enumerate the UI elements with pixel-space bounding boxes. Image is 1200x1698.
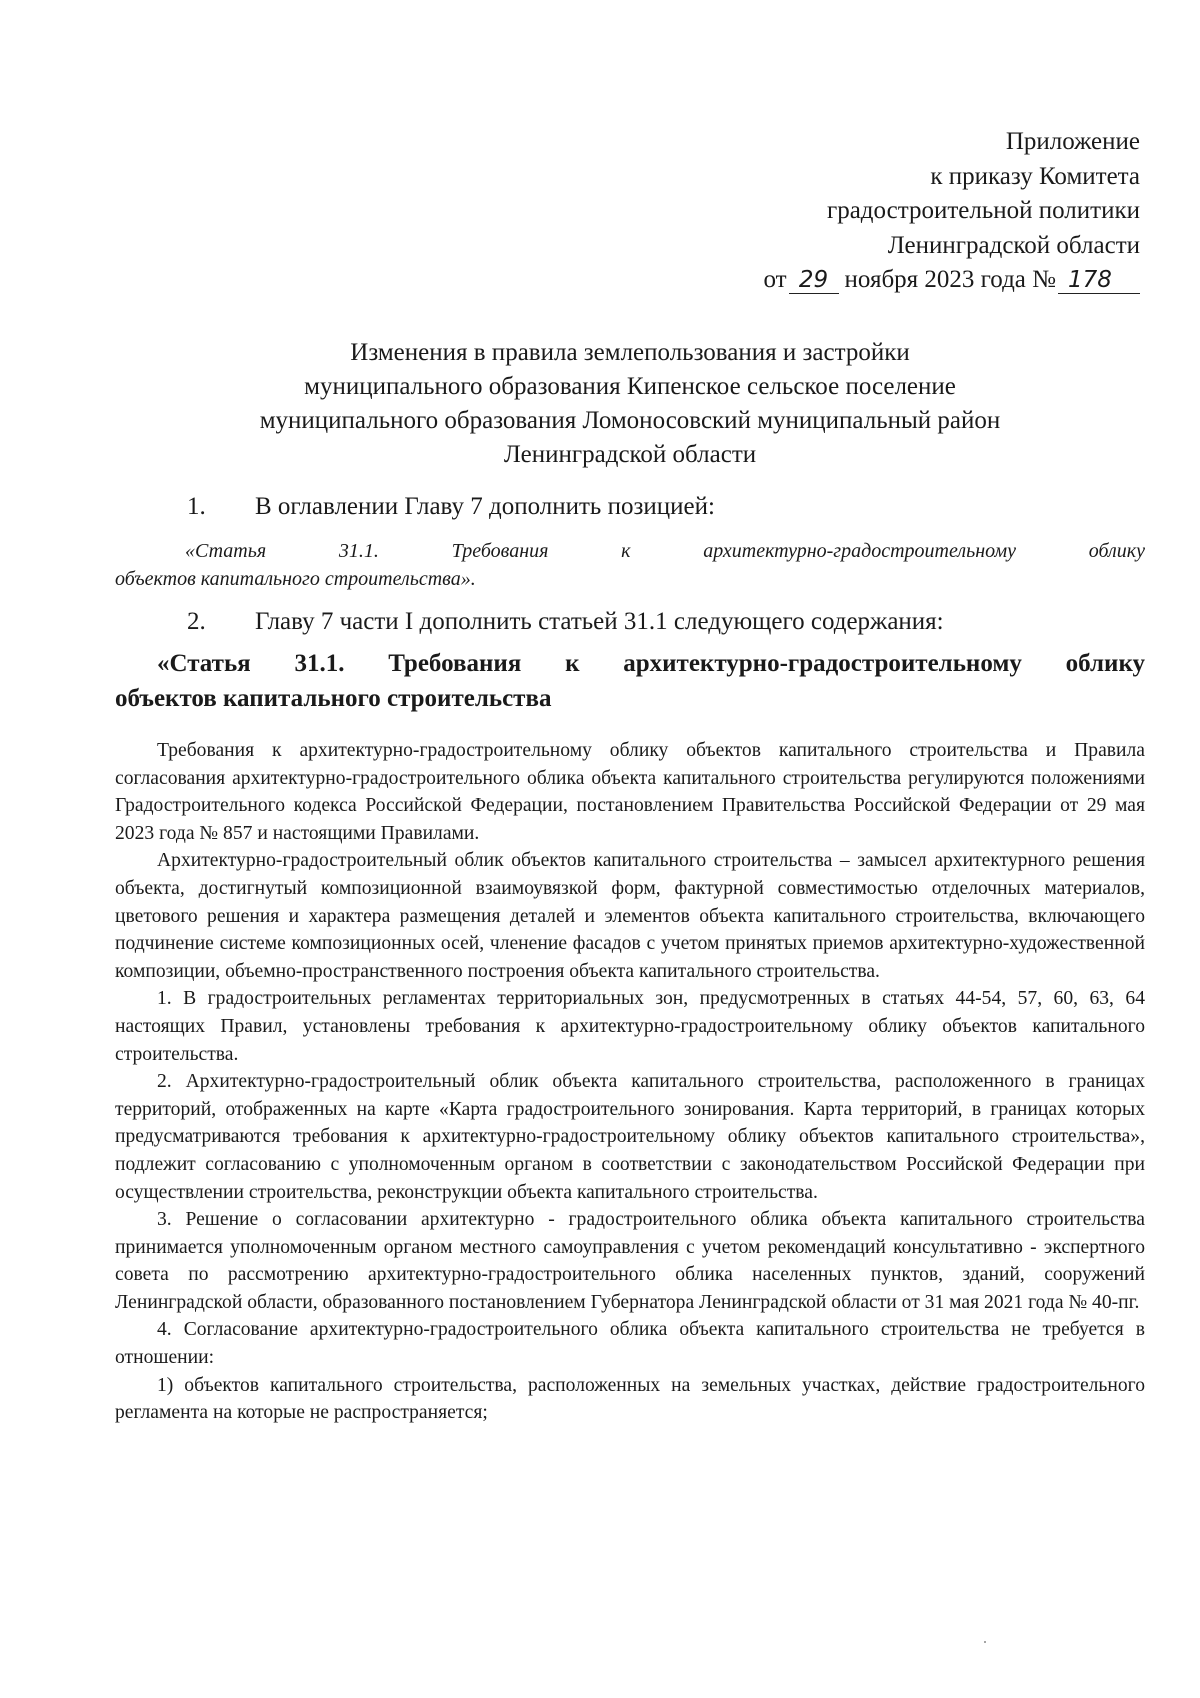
list-item-number: 2. (187, 608, 206, 635)
paragraph: 1. В градостроительных регламентах территориальных зон, предусмотренных в статьях 44-54, 57, 60, 63, 64 настоящих Правил, установлены требования к архитектурно-градостроительному облику объектов капитального строительства. (115, 988, 1145, 1065)
title-line: Изменения в правила землепользования и застройки (350, 339, 910, 366)
list-item-2 (187, 607, 944, 637)
list-item-text: В оглавлении Главу 7 дополнить позицией: (255, 493, 715, 520)
article-body (115, 737, 1145, 1427)
appendix-committee-line: градостроительной политики (826, 197, 1140, 224)
appendix-region-line: Ленинградской области (887, 231, 1140, 259)
list-item-number: 1. (187, 493, 206, 520)
paragraph: 4. Согласование архитектурно-градостроительного облика объекта капитального строительства не требуется в отношении: (115, 1319, 1145, 1369)
document-title (115, 336, 1145, 472)
list-item-text: Главу 7 части I дополнить статьей 31.1 следующего содержания: (255, 608, 944, 635)
date-prefix: от (763, 266, 787, 293)
title-line: Ленинградской области (503, 441, 757, 468)
paragraph: Требования к архитектурно-градостроительному облику объектов капитального строительства и Правила согласования архитектурно-градостроительного облика объекта капитального строительства регулируются положениями Градостроительного кодекса Российской Федерации, постановлением Правительства Российской Федерации от 29 мая 2023 года № 857 и настоящими Правилами. (115, 740, 1145, 844)
paragraph: Архитектурно-градостроительный облик объектов капитального строительства – замысел архитектурного решения объекта, достигнутый композиционной взаимоувязкой форм, фактурной совместимостью отделочных материалов, цветового решения и характера размещения деталей и элементов объекта капитального строительства, включающего подчинение системе композиционных осей, членение фасадов с учетом принятых приемов архитектурно-художественной композиции, объемно-пространственного построения объекта капитального строительства. (115, 850, 1145, 982)
appendix-order-line: к приказу Комитета (930, 162, 1140, 190)
doc-number-handwritten: 178 (1058, 267, 1140, 294)
appendix-block (763, 125, 1140, 298)
quote-line: «Статья 31.1. Требования к архитектурно-градостроительному облику (185, 540, 1145, 562)
paragraph: 2. Архитектурно-градостроительный облик объекта капитального строительства, расположенного в границах территорий, отображенных на карте «Карта градостроительного зонирования. Карта территорий, в границах которых предусматриваются требования к архитектурно-градостроительному облику объектов капитального строительства», подлежит согласованию с уполномоченным органом в соответствии с законодательством Российской Федерации при осуществлении строительства, реконструкции объекта капитального строительства. (115, 1071, 1145, 1203)
paragraph: 1) объектов капитального строительства, расположенных на земельных участках, действие градостроительного регламента на которые не распространяется; (115, 1374, 1145, 1424)
paragraph: 3. Решение о согласовании архитектурно - градостроительного облика объекта капитального строительства принимается уполномоченным органом местного самоуправления с учетом рекомендаций консультативно - экспертного совета по рассмотрению архитектурно-градостроительного облика населенных пунктов, зданий, сооружений Ленинградской области, образованного постановлением Губернатора Ленинградской области от 31 мая 2021 года № 40-пг. (115, 1209, 1145, 1313)
heading-line: объектов капитального строительства (115, 685, 552, 712)
date-day-handwritten: 29 (789, 267, 839, 294)
appendix-date-line (763, 263, 1140, 298)
article-heading (115, 646, 1145, 716)
scan-speck (984, 1641, 986, 1643)
title-line: муниципального образования Ломоносовский муниципальный район (259, 407, 1001, 434)
appendix-title: Приложение (1005, 128, 1140, 155)
quote-line: объектов капитального строительства». (115, 568, 476, 590)
heading-line: «Статья 31.1. Требования к архитектурно-градостроительному облику (157, 650, 1145, 677)
quoted-toc-entry (115, 537, 1145, 593)
date-middle: ноября 2023 года № (844, 266, 1056, 293)
list-item-1 (187, 492, 715, 522)
title-line: муниципального образования Кипенское сельское поселение (304, 373, 956, 400)
